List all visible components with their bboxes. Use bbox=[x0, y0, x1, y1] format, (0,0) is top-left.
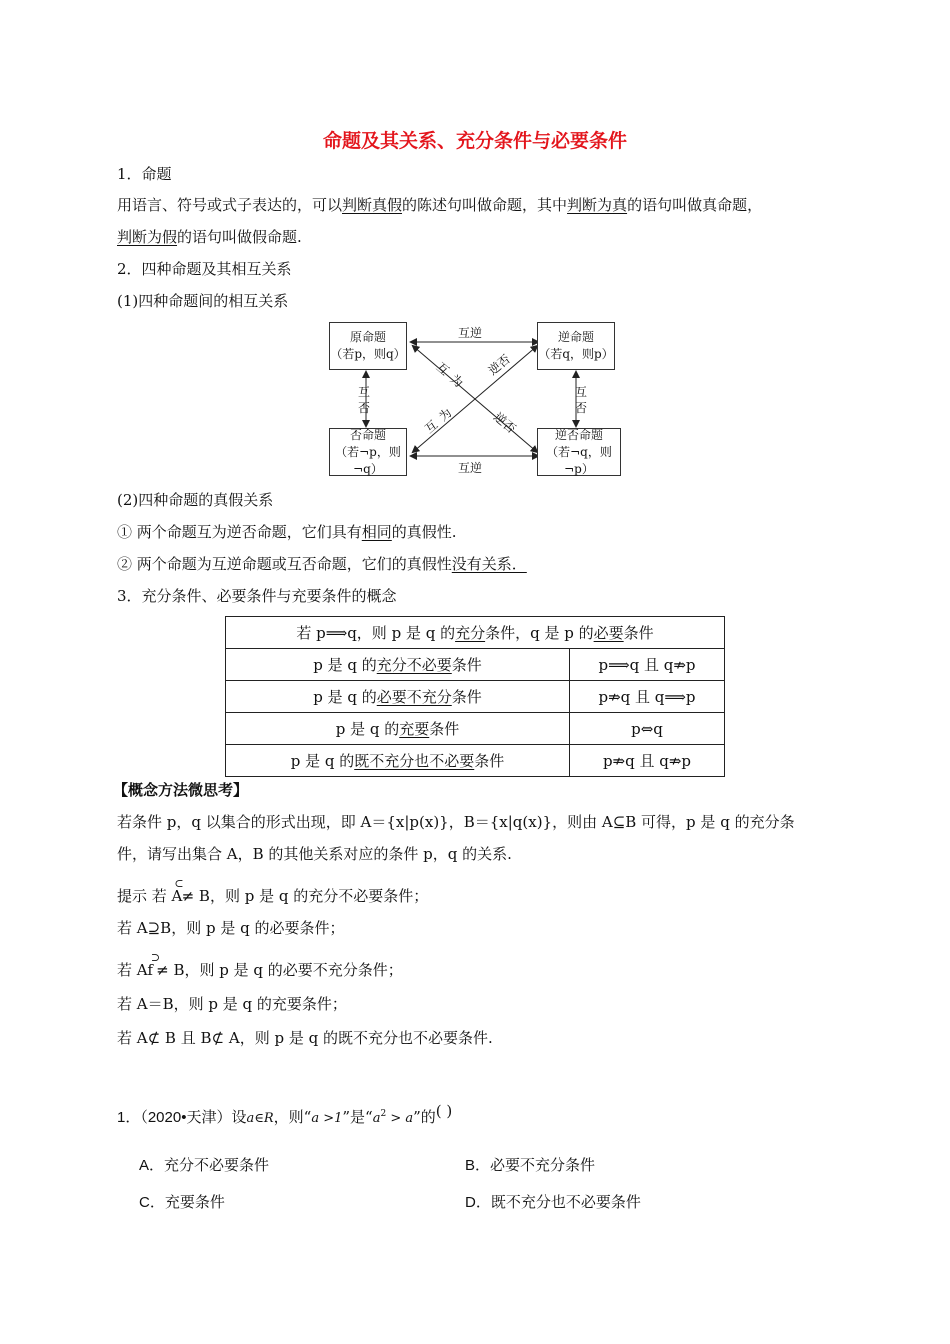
table-row bbox=[226, 745, 725, 777]
text-run: ≠ B，则 p 是 q 的必要不充分条件； bbox=[156, 961, 403, 979]
text-run: p 是 q 的 bbox=[335, 720, 400, 738]
math-expr: a∈R bbox=[246, 1111, 274, 1126]
hint-line bbox=[117, 951, 403, 982]
text-run: ”是“ bbox=[342, 1108, 373, 1126]
table-cell bbox=[226, 745, 570, 777]
text-run: 的陈述句叫做命题，其中 bbox=[402, 196, 568, 214]
underlined-term: 判断为假 bbox=[117, 228, 178, 246]
label-left: 互 否 bbox=[358, 385, 371, 415]
text-run: p 是 q 的 bbox=[313, 688, 377, 706]
underlined-term: 充分 bbox=[455, 624, 486, 642]
box-form: （若p，则q） bbox=[330, 347, 406, 361]
box-name: 逆命题 bbox=[557, 330, 594, 344]
math-expr: > a bbox=[386, 1111, 414, 1126]
table-cell bbox=[226, 713, 570, 745]
paragraph-line: 件，请写出集合 A，B 的其他关系对应的条件 p，q 的关系. bbox=[117, 845, 512, 863]
page-title: 命题及其关系、充分条件与必要条件 bbox=[322, 130, 627, 152]
option-d[interactable]: D．既不充分也不必要条件 bbox=[465, 1194, 641, 1211]
text-run: 条件 bbox=[474, 752, 505, 770]
text-run: p 是 q 的 bbox=[290, 752, 355, 770]
box-name: 否命题 bbox=[349, 427, 386, 442]
text-run: 条件，q 是 p 的 bbox=[485, 624, 594, 642]
label-diag-d: 互 bbox=[422, 417, 441, 437]
text-run: 的语句叫做假命题. bbox=[177, 228, 302, 246]
box-contrapositive-proposition bbox=[537, 428, 621, 476]
exponent: 2 bbox=[380, 1109, 387, 1119]
label-right: 互 否 bbox=[575, 385, 588, 415]
underlined-term: 判断为真 bbox=[567, 196, 628, 214]
text-run: 条件 bbox=[451, 656, 482, 674]
table-row bbox=[226, 713, 725, 745]
underlined-term: 充分不必要 bbox=[376, 656, 452, 674]
underlined-term: 必要 bbox=[593, 624, 624, 642]
paragraph-line bbox=[117, 227, 302, 247]
text-run: p 是 q 的 bbox=[313, 656, 377, 674]
hint-line: 若 A⊇B，则 p 是 q 的必要条件； bbox=[117, 919, 345, 937]
label-diag-b: 为 bbox=[447, 371, 466, 391]
box-form: （若¬q，则¬p） bbox=[546, 444, 612, 476]
text-run: ① 两个命题互为逆否命题，它们具有 bbox=[117, 523, 362, 541]
text-run: ≠ B，则 p 是 q 的充分不必要条件； bbox=[181, 887, 429, 905]
table-cell: p⟹q 且 q⇏p bbox=[570, 649, 725, 681]
table-cell: p⇔q bbox=[570, 713, 725, 745]
table-cell bbox=[226, 649, 570, 681]
underlined-term: 既不充分也不必要 bbox=[354, 752, 475, 770]
box-original-proposition bbox=[329, 322, 407, 370]
underlined-term: 必要不充分 bbox=[376, 688, 452, 706]
box-converse-proposition bbox=[537, 322, 615, 370]
section-heading-four-propositions: 2．四种命题及其相互关系 bbox=[117, 260, 292, 278]
box-form: （若¬p，则¬q） bbox=[335, 444, 401, 476]
hint-line bbox=[117, 877, 429, 908]
underlined-term: 没有关系． bbox=[451, 555, 527, 573]
text-run: ② 两个命题为互逆命题或互否命题，它们的真假性 bbox=[117, 555, 452, 573]
option-c[interactable]: C．充要条件 bbox=[139, 1194, 225, 1211]
list-item bbox=[117, 522, 457, 542]
subset-symbol: ⊂ bbox=[174, 877, 184, 890]
text-run: 提示 若 A bbox=[117, 887, 183, 905]
subheading: (2)四种命题的真假关系 bbox=[117, 491, 274, 509]
text-run: 若 p⟹q，则 p 是 q 的 bbox=[296, 624, 456, 642]
label-bottom: 互逆 bbox=[458, 461, 483, 475]
answer-paren: ( ) bbox=[435, 1102, 453, 1120]
box-name: 原命题 bbox=[349, 330, 386, 344]
math-expr: a >1 bbox=[311, 1111, 343, 1126]
text-run: 用语言、符号或式子表达的，可以 bbox=[117, 196, 343, 214]
underlined-term: 充要 bbox=[399, 720, 430, 738]
underlined-term: 判断真假 bbox=[342, 196, 403, 214]
four-propositions-diagram bbox=[327, 318, 623, 480]
text-run: ”的 bbox=[413, 1108, 436, 1126]
label-diag-e: 为 bbox=[436, 405, 455, 425]
conditions-table bbox=[225, 616, 725, 777]
underlined-term: 相同 bbox=[361, 523, 392, 541]
label-diag-f: 逆否 bbox=[490, 409, 519, 436]
subheading: (1)四种命题间的相互关系 bbox=[117, 292, 289, 310]
table-row bbox=[226, 649, 725, 681]
text-run: ，则“ bbox=[273, 1108, 312, 1126]
text-run: 的真假性. bbox=[391, 523, 457, 541]
text-run: 1．（2020•天津）设 bbox=[117, 1109, 247, 1126]
text-run: 的语句叫做真命题， bbox=[627, 196, 763, 214]
list-item bbox=[117, 554, 527, 574]
think-heading: 【概念方法微思考】 bbox=[113, 781, 249, 799]
option-b[interactable]: B．必要不充分条件 bbox=[465, 1157, 596, 1174]
exercise-stem bbox=[117, 1104, 452, 1129]
label-top: 互逆 bbox=[458, 326, 483, 340]
hint-line: 若 A⊄ B 且 B⊄ A，则 p 是 q 的既不充分也不必要条件. bbox=[117, 1029, 493, 1047]
section-heading-propositions: 1．命题 bbox=[117, 165, 172, 183]
text-run: 条件 bbox=[451, 688, 482, 706]
box-name: 逆否命题 bbox=[554, 427, 603, 442]
label-diag-a: 互 bbox=[433, 359, 452, 379]
box-form: （若q，则p） bbox=[538, 347, 614, 361]
label-diag-c: 逆否 bbox=[485, 351, 514, 378]
paragraph-line: 若条件 p，q 以集合的形式出现，即 A＝{x|p(x)}，B＝{x|q(x)}，则由 A⊆B 可得，p 是 q 的充分条 bbox=[117, 813, 795, 831]
table-cell: p⇏q 且 q⟹p bbox=[570, 681, 725, 713]
option-a[interactable]: A．充分不必要条件 bbox=[139, 1157, 270, 1174]
text-run: 条件 bbox=[623, 624, 654, 642]
table-cell: p⇏q 且 q⇏p bbox=[570, 745, 725, 777]
hint-line: 若 A＝B，则 p 是 q 的充要条件； bbox=[117, 995, 347, 1013]
box-inverse-proposition bbox=[329, 428, 407, 476]
table-cell bbox=[226, 617, 725, 649]
superset-symbol: ⊃ bbox=[150, 951, 161, 964]
table-row bbox=[226, 681, 725, 713]
table-cell bbox=[226, 681, 570, 713]
section-heading-conditions: 3．充分条件、必要条件与充要条件的概念 bbox=[117, 587, 397, 605]
text-run: 条件 bbox=[429, 720, 460, 738]
table-row bbox=[226, 617, 725, 649]
math-expr: a bbox=[372, 1111, 381, 1126]
text-run: 若 Af bbox=[117, 961, 153, 979]
paragraph-line bbox=[117, 195, 762, 215]
